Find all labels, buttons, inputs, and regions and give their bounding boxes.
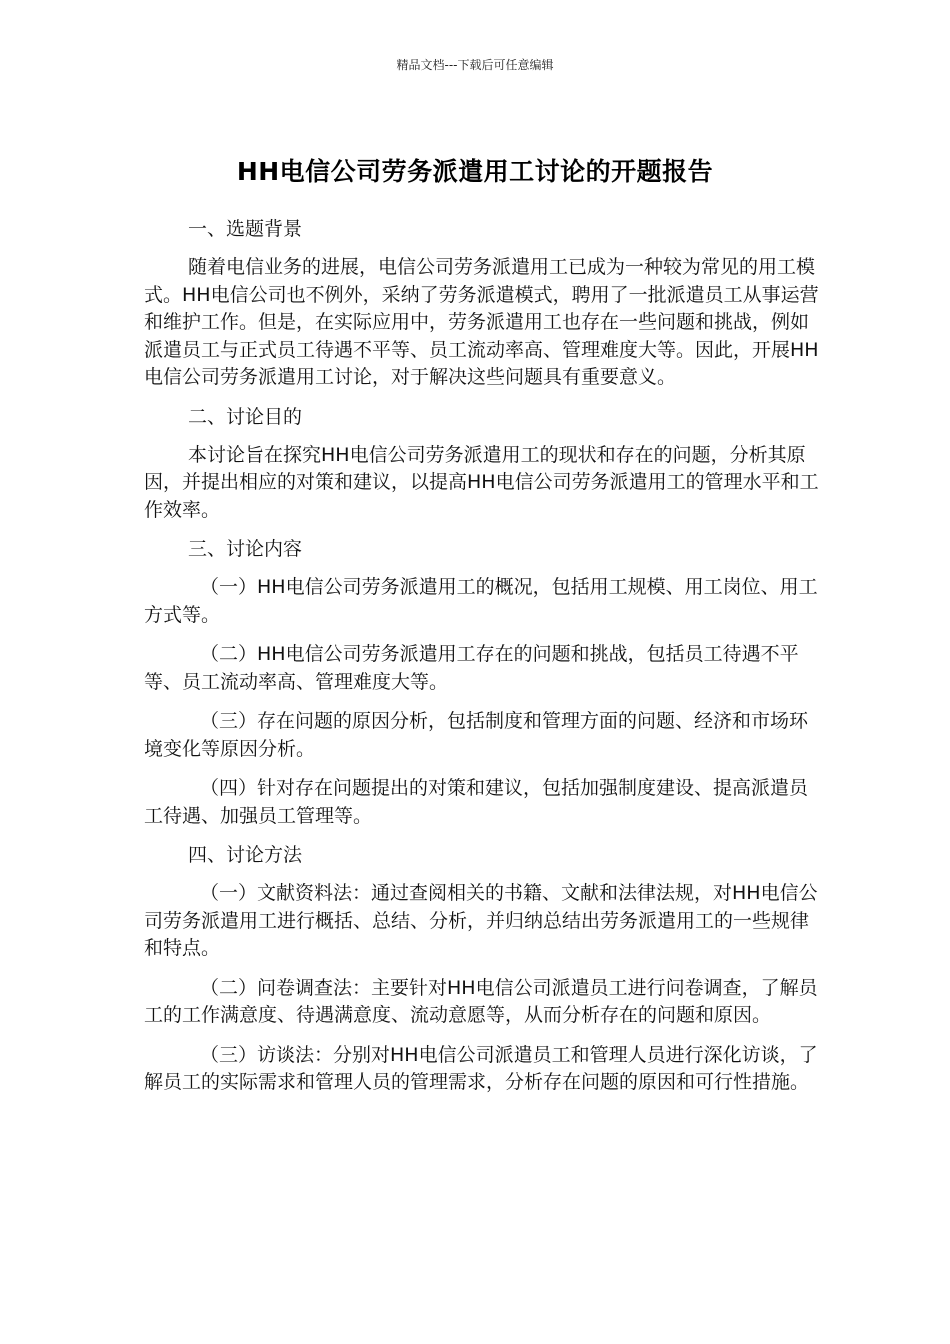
list-item: （二）问卷调查法：主要针对HH电信公司派遣员工进行问卷调查，了解员工的工作满意度、待遇满意度、流动意愿等，从而分析存在的问题和原因。 [144, 976, 818, 1026]
document-title: HH电信公司劳务派遣用工讨论的开题报告 [236, 156, 714, 186]
section-heading: 四、讨论方法 [188, 844, 303, 866]
section-content [144, 536, 819, 830]
section-heading: 二、讨论目的 [188, 405, 303, 428]
section-purpose [144, 404, 819, 525]
document-body [144, 216, 819, 1109]
list-item: （三）访谈法：分别对HH电信公司派遣员工和管理人员进行深化访谈，了解员工的实际需求和管理人员的管理需求，分析存在问题的原因和可行性措施。 [144, 1043, 818, 1093]
section-heading: 一、选题背景 [188, 218, 303, 240]
list-item: （一）文献资料法：通过查阅相关的书籍、文献和法律法规，对HH电信公司劳务派遣用工进行概括、总结、分析，并归纳总结出劳务派遣用工的一些规律和特点。 [144, 882, 818, 959]
list-item: （二）HH电信公司劳务派遣用工存在的问题和挑战，包括员工待遇不平等、员工流动率高、管理难度大等。 [144, 643, 799, 693]
page-header-note: 精品文档---下载后可任意编辑 [396, 58, 554, 72]
list-item: （四）针对存在问题提出的对策和建议，包括加强制度建设、提高派遣员工待遇、加强员工管理等。 [144, 777, 809, 827]
list-item: （三）存在问题的原因分析，包括制度和管理方面的问题、经济和市场环境变化等原因分析。 [144, 710, 809, 760]
section-background [144, 216, 819, 392]
section-methods [144, 842, 819, 1097]
paragraph: 随着电信业务的进展，电信公司劳务派遣用工已成为一种较为常见的用工模式。HH电信公司也不例外，采纳了劳务派遣模式，聘用了一批派遣员工从事运营和维护工作。但是，在实际应用中，劳务派遣用工也存在一些问题和挑战，例如派遣员工与正式员工待遇不平等、员工流动率高、管理难度大等。因此，开展HH电信公司劳务派遣用工讨论，对于解决这些问题具有重要意义。 [144, 256, 819, 388]
section-heading: 三、讨论内容 [188, 538, 303, 560]
list-item: （一）HH电信公司劳务派遣用工的概况，包括用工规模、用工岗位、用工方式等。 [144, 576, 818, 626]
paragraph: 本讨论旨在探究HH电信公司劳务派遣用工的现状和存在的问题，分析其原因，并提出相应的对策和建议，以提高HH电信公司劳务派遣用工的管理水平和工作效率。 [144, 443, 819, 521]
